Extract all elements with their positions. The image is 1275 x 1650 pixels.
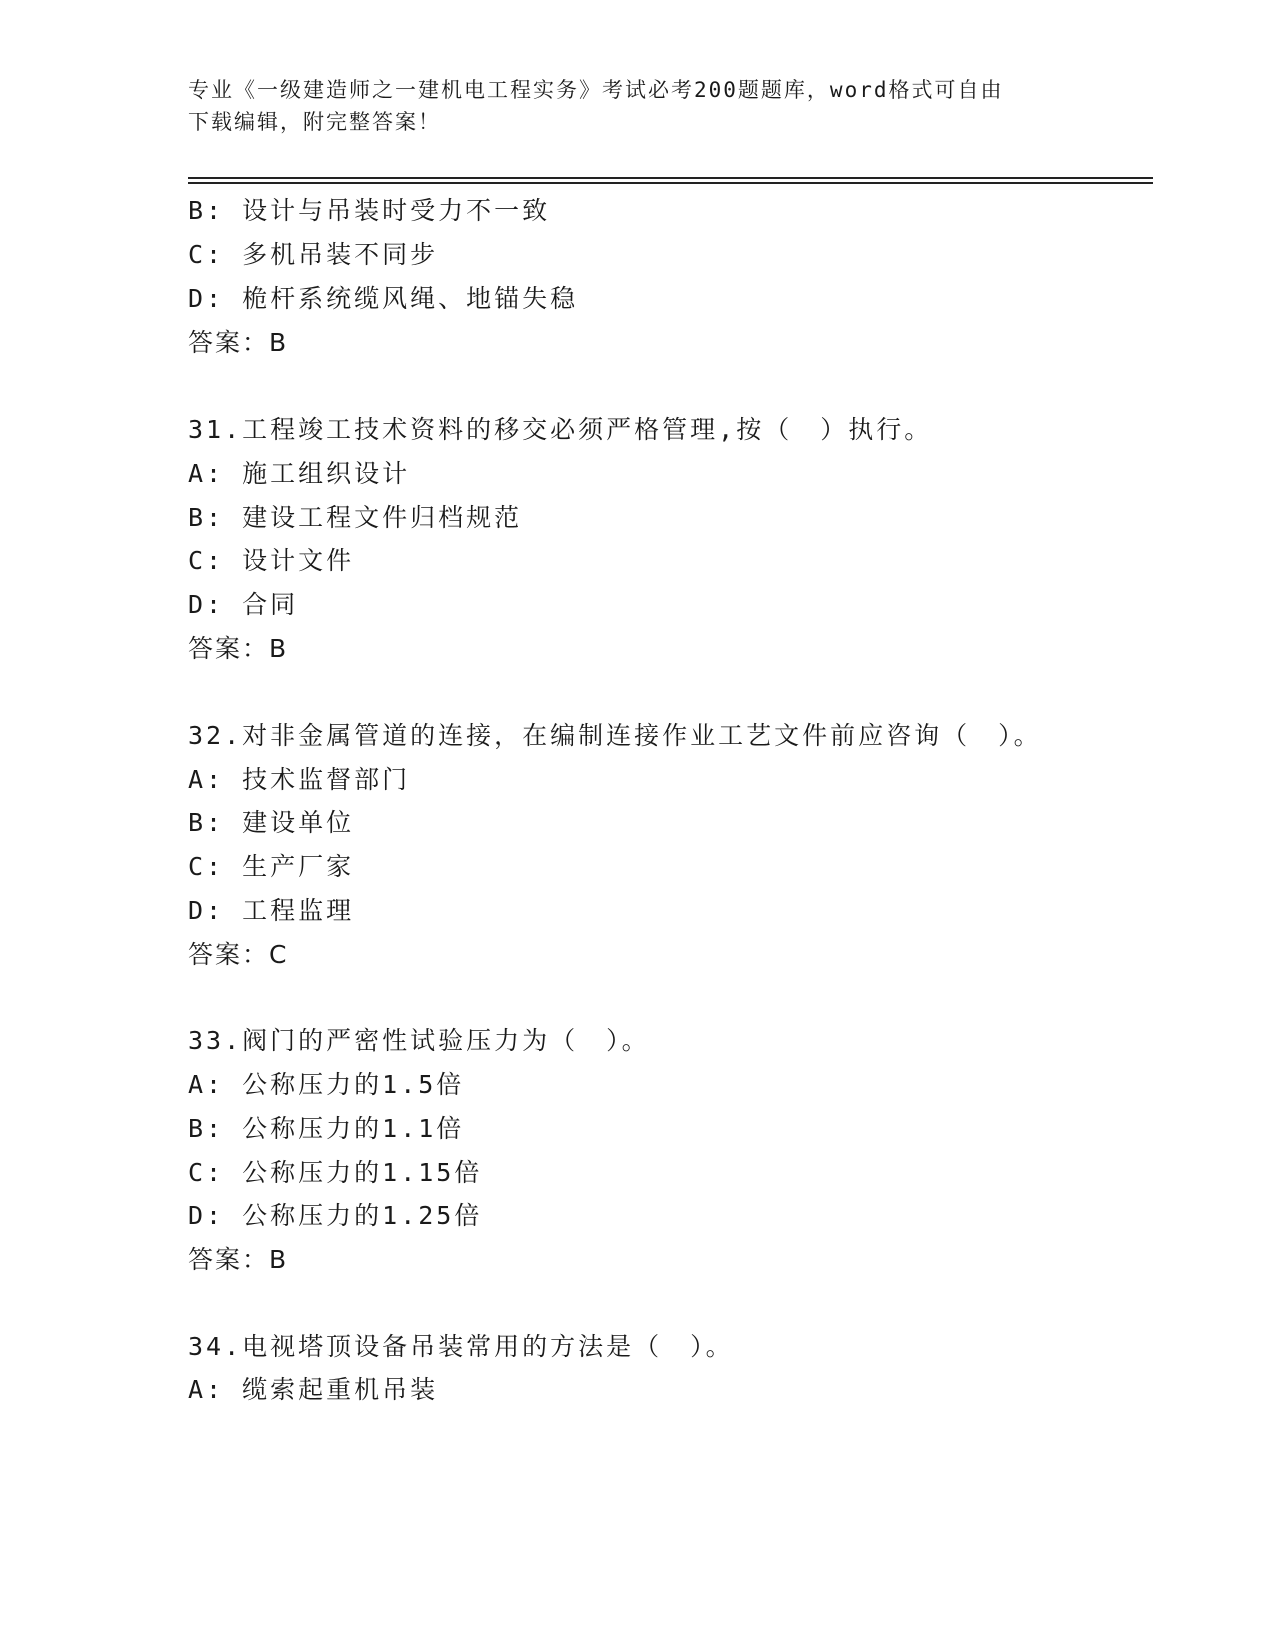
q33-option-c: C: 公称压力的1.15倍 bbox=[188, 1158, 483, 1187]
option-b: B: 设计与吊装时受力不一致 bbox=[188, 196, 551, 225]
question-34: 34.电视塔顶设备吊装常用的方法是（ ）。 bbox=[188, 1332, 734, 1361]
q31-option-b: B: 建设工程文件归档规范 bbox=[188, 503, 523, 532]
question-32: 32.对非金属管道的连接，在编制连接作业工艺文件前应咨询（ ）。 bbox=[188, 721, 1042, 750]
header-line-1: 专业《一级建造师之一建机电工程实务》考试必考200题题库，word格式可自由 bbox=[188, 78, 1004, 102]
question-31: 31.工程竣工技术资料的移交必须严格管理,按（ ）执行。 bbox=[188, 415, 933, 444]
q33-option-d: D: 公称压力的1.25倍 bbox=[188, 1201, 483, 1230]
header-divider-top bbox=[188, 177, 1153, 179]
q32-option-c: C: 生产厂家 bbox=[188, 852, 355, 881]
q31-option-d: D: 合同 bbox=[188, 590, 299, 619]
header-divider-bottom bbox=[188, 182, 1153, 184]
question-33: 33.阀门的严密性试验压力为（ ）。 bbox=[188, 1026, 650, 1055]
q32-answer: 答案：C bbox=[188, 940, 289, 969]
option-d: D: 桅杆系统缆风绳、地锚失稳 bbox=[188, 284, 579, 313]
q33-option-b: B: 公称压力的1.1倍 bbox=[188, 1114, 465, 1143]
header-line-2: 下载编辑，附完整答案！ bbox=[188, 110, 441, 134]
q34-option-a: A: 缆索起重机吊装 bbox=[188, 1375, 439, 1404]
option-c: C: 多机吊装不同步 bbox=[188, 240, 439, 269]
q32-option-b: B: 建设单位 bbox=[188, 808, 355, 837]
q33-answer: 答案：B bbox=[188, 1245, 289, 1274]
q31-option-c: C: 设计文件 bbox=[188, 546, 355, 575]
answer-text: 答案：B bbox=[188, 328, 289, 357]
q32-option-a: A: 技术监督部门 bbox=[188, 765, 411, 794]
q33-option-a: A: 公称压力的1.5倍 bbox=[188, 1070, 465, 1099]
q31-option-a: A: 施工组织设计 bbox=[188, 459, 411, 488]
document-header bbox=[188, 74, 1088, 138]
q31-answer: 答案：B bbox=[188, 634, 289, 663]
q32-option-d: D: 工程监理 bbox=[188, 896, 355, 925]
